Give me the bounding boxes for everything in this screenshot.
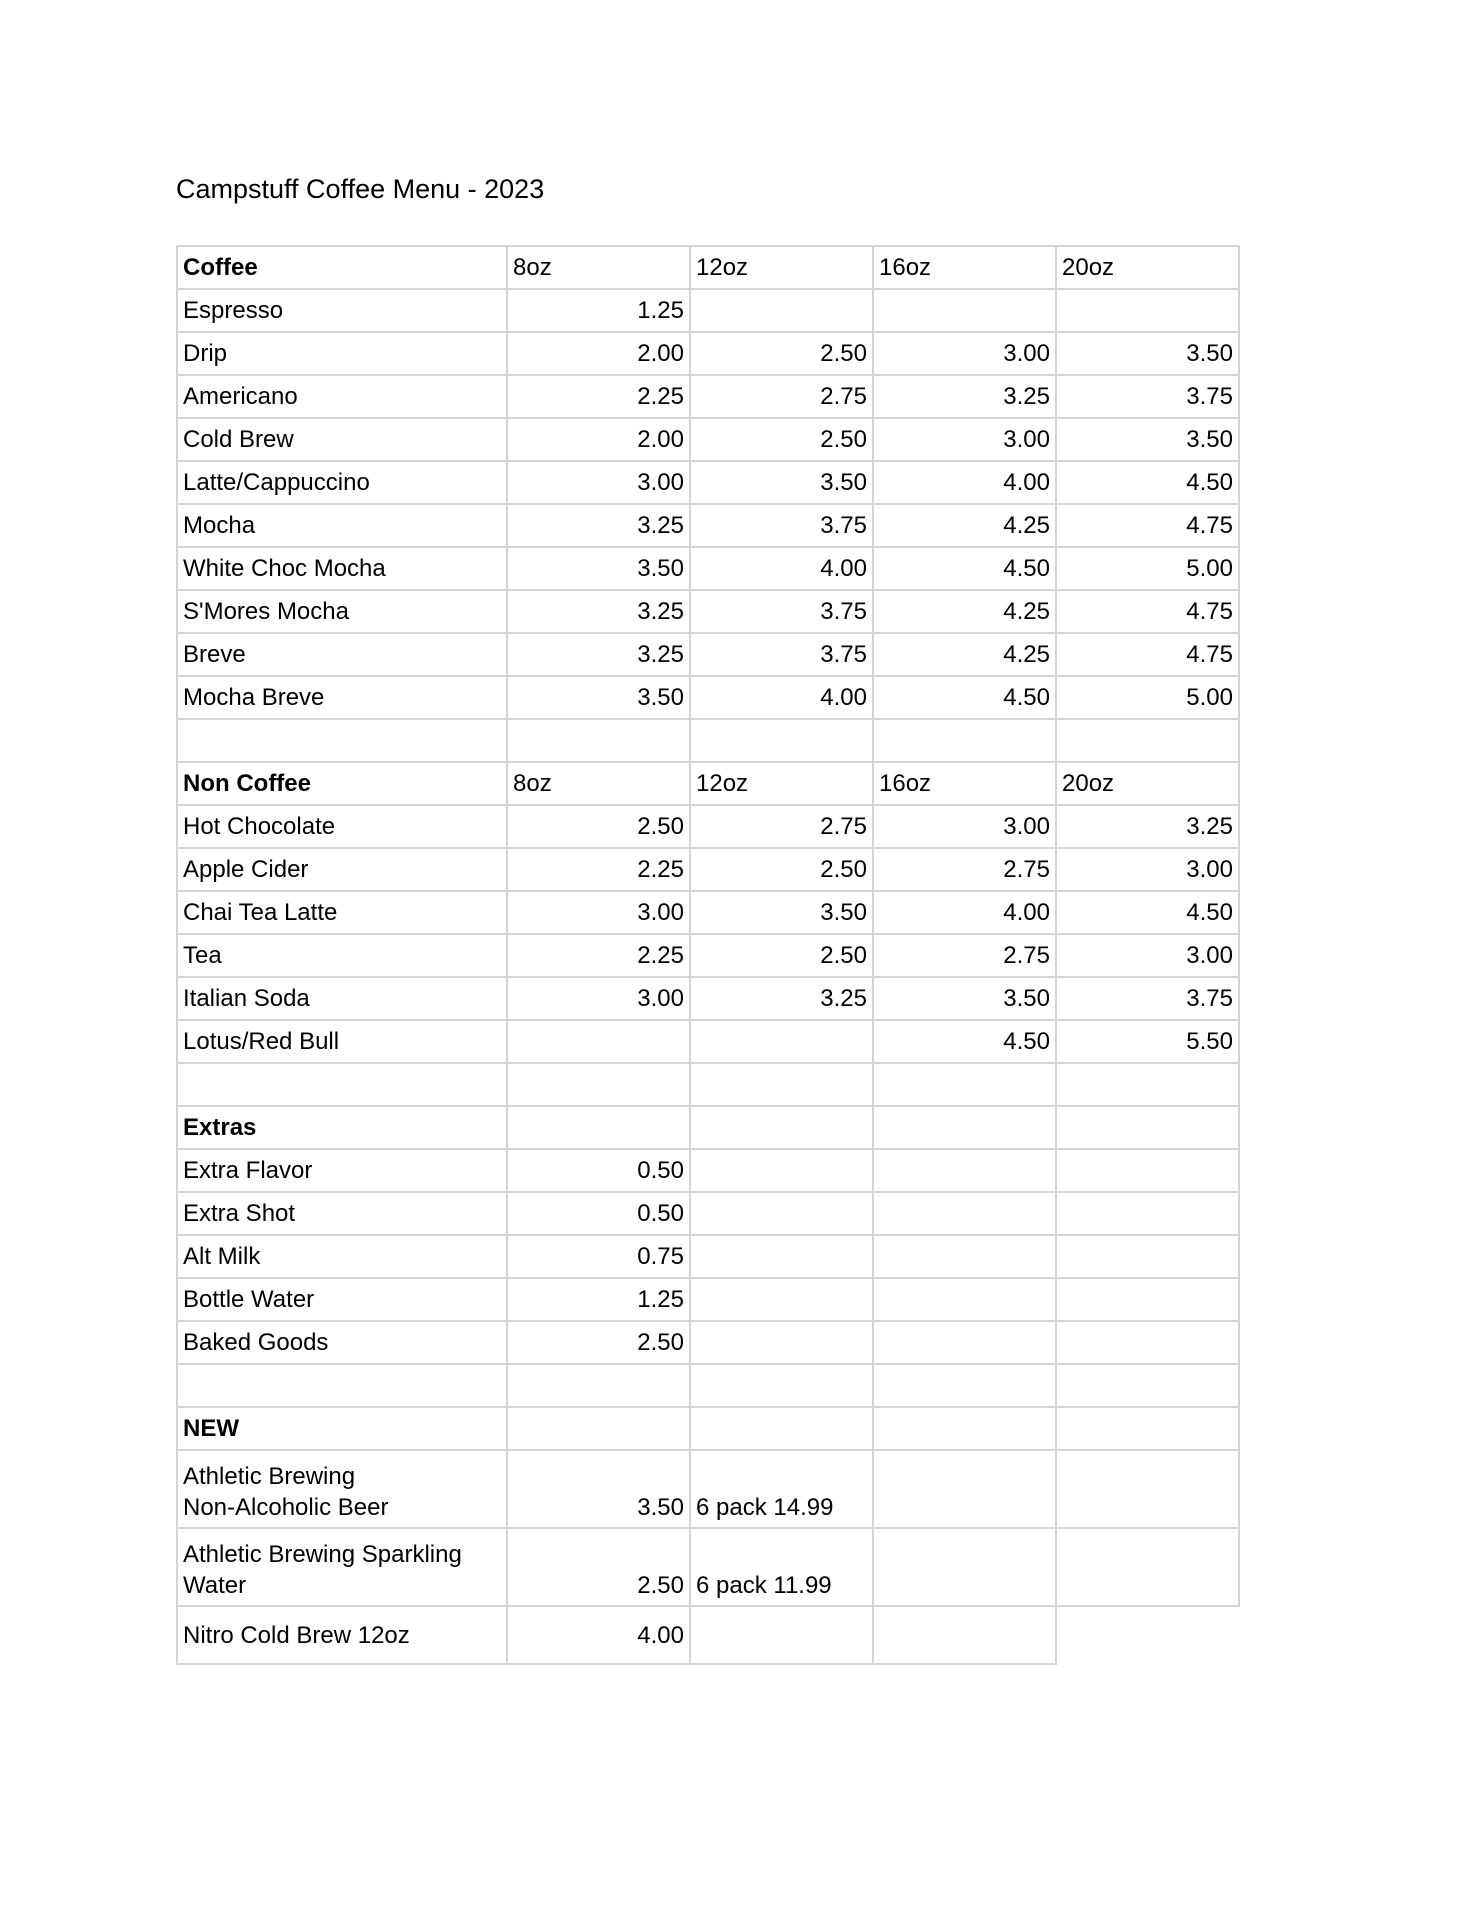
price-12oz: 2.75 [690,805,873,848]
menu-table [176,245,1240,1665]
empty-cell [690,719,873,762]
item-name: Drip [177,332,507,375]
pack-price: 6 pack 11.99 [690,1528,873,1606]
price-20oz: 4.50 [1056,891,1239,934]
price-12oz: 4.00 [690,547,873,590]
price-20oz [1056,289,1239,332]
empty-cell [690,1407,873,1450]
empty-cell [1056,1278,1239,1321]
page-title: Campstuff Coffee Menu - 2023 [176,174,545,204]
price-20oz: 3.75 [1056,977,1239,1020]
price: 0.50 [507,1149,690,1192]
size-header: 16oz [873,762,1056,805]
price-12oz: 3.75 [690,590,873,633]
table-row [177,1192,1239,1235]
price-20oz: 3.50 [1056,332,1239,375]
empty-cell [873,1528,1056,1606]
price-16oz [873,289,1056,332]
empty-cell [690,1149,873,1192]
table-row [177,590,1239,633]
size-header: 20oz [1056,762,1239,805]
table-row [177,1321,1239,1364]
price-20oz: 3.25 [1056,805,1239,848]
table-row [177,1235,1239,1278]
table-row [177,289,1239,332]
empty-cell [1056,1364,1239,1407]
price-12oz: 2.50 [690,418,873,461]
table-row [177,977,1239,1020]
item-name-line: Water [183,1572,247,1599]
item-name: Latte/Cappuccino [177,461,507,504]
table-row [177,1278,1239,1321]
price-8oz: 2.00 [507,418,690,461]
price-16oz: 3.00 [873,332,1056,375]
table-row [177,375,1239,418]
empty-cell [690,1606,873,1664]
table-row [177,418,1239,461]
table-row [177,1020,1239,1063]
price-8oz: 2.25 [507,934,690,977]
item-name: Hot Chocolate [177,805,507,848]
price: 2.50 [507,1321,690,1364]
price-12oz: 3.25 [690,977,873,1020]
section-heading-extras: Extras [177,1106,507,1149]
price-16oz: 3.25 [873,375,1056,418]
table-row [177,633,1239,676]
item-name: Tea [177,934,507,977]
price-12oz: 3.50 [690,461,873,504]
price-16oz: 4.00 [873,891,1056,934]
empty-cell [1056,1106,1239,1149]
empty-cell [1056,1606,1239,1664]
empty-cell [690,1235,873,1278]
spacer-row [177,1063,1239,1106]
empty-cell [1056,1149,1239,1192]
item-name-line: Athletic Brewing Sparkling [183,1541,462,1568]
price-16oz: 4.25 [873,633,1056,676]
price-20oz: 4.75 [1056,590,1239,633]
section-heading-new: NEW [177,1407,507,1450]
new-header-row [177,1407,1239,1450]
empty-cell [873,1321,1056,1364]
empty-cell [873,1278,1056,1321]
empty-cell [507,1364,690,1407]
price-8oz: 2.00 [507,332,690,375]
table-row [177,332,1239,375]
size-header: 8oz [507,246,690,289]
table-row [177,805,1239,848]
price-12oz: 2.50 [690,934,873,977]
table-row [177,461,1239,504]
price-20oz: 3.75 [1056,375,1239,418]
item-name: Extra Shot [177,1192,507,1235]
empty-cell [177,1063,507,1106]
price-12oz: 2.50 [690,848,873,891]
item-name-line: Non-Alcoholic Beer [183,1494,389,1521]
price-8oz: 3.50 [507,547,690,590]
empty-cell [873,1407,1056,1450]
empty-cell [1056,1450,1239,1528]
price-16oz: 3.00 [873,418,1056,461]
price: 3.50 [507,1450,690,1528]
price-8oz: 3.25 [507,633,690,676]
price-20oz: 4.50 [1056,461,1239,504]
table-row [177,934,1239,977]
price-8oz: 3.00 [507,977,690,1020]
price-12oz: 3.50 [690,891,873,934]
size-header: 20oz [1056,246,1239,289]
item-name: Bottle Water [177,1278,507,1321]
price: 0.50 [507,1192,690,1235]
price-12oz: 4.00 [690,676,873,719]
empty-cell [873,1149,1056,1192]
empty-cell [1056,1192,1239,1235]
price-12oz [690,289,873,332]
item-name: Alt Milk [177,1235,507,1278]
coffee-header-row [177,246,1239,289]
pack-price: 6 pack 14.99 [690,1450,873,1528]
empty-cell [873,1606,1056,1664]
table-row [177,848,1239,891]
item-name [177,1450,507,1528]
price: 0.75 [507,1235,690,1278]
empty-cell [507,1106,690,1149]
spacer-row [177,719,1239,762]
empty-cell [1056,1235,1239,1278]
empty-cell [177,1364,507,1407]
item-name: Nitro Cold Brew 12oz [177,1606,507,1664]
price-16oz: 4.50 [873,1020,1056,1063]
item-name-line: Athletic Brewing [183,1463,356,1490]
section-heading-coffee: Coffee [177,246,507,289]
price-8oz: 3.50 [507,676,690,719]
size-header: 8oz [507,762,690,805]
empty-cell [690,1063,873,1106]
table-row [177,891,1239,934]
item-name [177,1528,507,1606]
price-12oz: 2.50 [690,332,873,375]
table-row [177,547,1239,590]
empty-cell [690,1278,873,1321]
item-name: White Choc Mocha [177,547,507,590]
empty-cell [1056,1407,1239,1450]
empty-cell [1056,719,1239,762]
price-16oz: 2.75 [873,934,1056,977]
price: 2.50 [507,1528,690,1606]
size-header: 16oz [873,246,1056,289]
empty-cell [507,1063,690,1106]
item-name: Mocha Breve [177,676,507,719]
item-name: Chai Tea Latte [177,891,507,934]
price-8oz: 2.25 [507,848,690,891]
table-row [177,676,1239,719]
table-row [177,1450,1239,1528]
size-header: 12oz [690,762,873,805]
price-8oz: 3.00 [507,891,690,934]
item-name: Extra Flavor [177,1149,507,1192]
item-name: Mocha [177,504,507,547]
non-coffee-header-row [177,762,1239,805]
price-20oz: 5.50 [1056,1020,1239,1063]
price-16oz: 4.25 [873,504,1056,547]
empty-cell [690,1364,873,1407]
item-name: S'Mores Mocha [177,590,507,633]
empty-cell [873,1235,1056,1278]
price-20oz: 4.75 [1056,633,1239,676]
price-20oz: 3.00 [1056,848,1239,891]
empty-cell [507,719,690,762]
spacer-row [177,1364,1239,1407]
item-name: Espresso [177,289,507,332]
price-8oz: 2.25 [507,375,690,418]
empty-cell [690,1106,873,1149]
price-20oz: 5.00 [1056,676,1239,719]
item-name: Breve [177,633,507,676]
item-name: Apple Cider [177,848,507,891]
price-16oz: 4.25 [873,590,1056,633]
price-12oz [690,1020,873,1063]
item-name: Cold Brew [177,418,507,461]
size-header: 12oz [690,246,873,289]
table-row [177,504,1239,547]
price-20oz: 3.00 [1056,934,1239,977]
price-16oz: 3.50 [873,977,1056,1020]
empty-cell [507,1407,690,1450]
price-8oz: 1.25 [507,289,690,332]
price-16oz: 3.00 [873,805,1056,848]
price-8oz: 3.25 [507,504,690,547]
table-row [177,1606,1239,1664]
price-16oz: 2.75 [873,848,1056,891]
price-8oz: 2.50 [507,805,690,848]
empty-cell [873,719,1056,762]
price-16oz: 4.50 [873,547,1056,590]
empty-cell [1056,1528,1239,1606]
section-heading-non-coffee: Non Coffee [177,762,507,805]
price-20oz: 5.00 [1056,547,1239,590]
empty-cell [873,1106,1056,1149]
item-name: Italian Soda [177,977,507,1020]
empty-cell [690,1192,873,1235]
item-name: Lotus/Red Bull [177,1020,507,1063]
empty-cell [1056,1063,1239,1106]
item-name: Americano [177,375,507,418]
price-12oz: 3.75 [690,504,873,547]
extras-header-row [177,1106,1239,1149]
price-20oz: 3.50 [1056,418,1239,461]
price-20oz: 4.75 [1056,504,1239,547]
empty-cell [873,1364,1056,1407]
price-12oz: 2.75 [690,375,873,418]
price-16oz: 4.50 [873,676,1056,719]
price: 1.25 [507,1278,690,1321]
price-16oz: 4.00 [873,461,1056,504]
table-row [177,1149,1239,1192]
price-8oz: 3.00 [507,461,690,504]
empty-cell [690,1321,873,1364]
price-8oz [507,1020,690,1063]
table-row [177,1528,1239,1606]
empty-cell [177,719,507,762]
empty-cell [873,1192,1056,1235]
empty-cell [873,1450,1056,1528]
price: 4.00 [507,1606,690,1664]
empty-cell [873,1063,1056,1106]
price-12oz: 3.75 [690,633,873,676]
price-8oz: 3.25 [507,590,690,633]
empty-cell [1056,1321,1239,1364]
item-name: Baked Goods [177,1321,507,1364]
